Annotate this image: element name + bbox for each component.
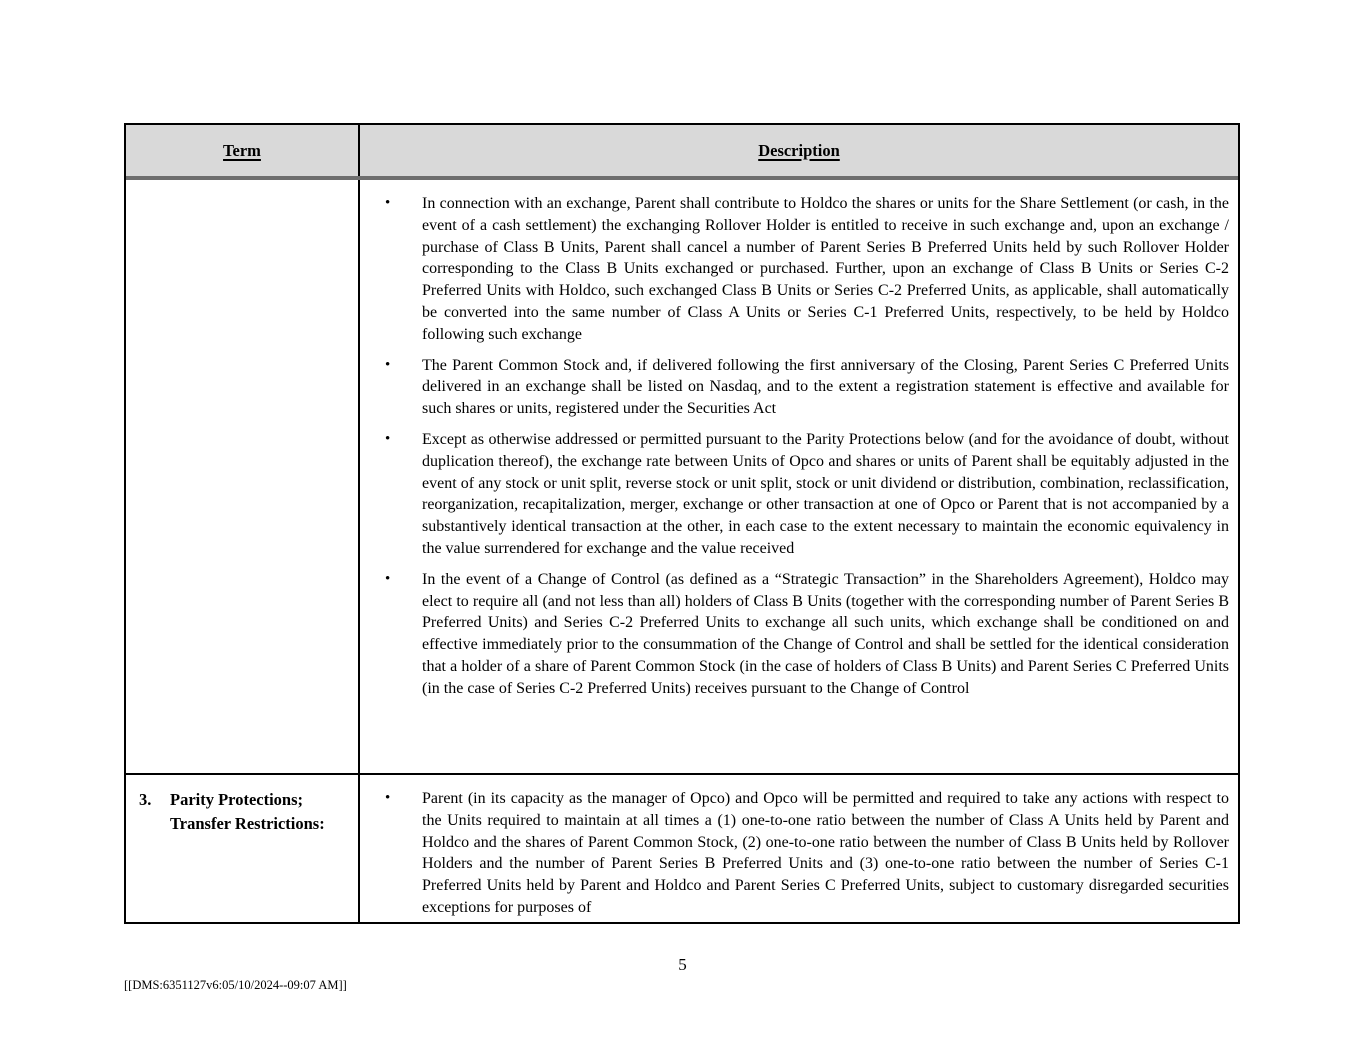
table-header-row [126,125,1238,180]
list-item [385,193,1229,346]
table-row [126,180,1238,775]
term-column-header [126,125,360,176]
list-item [385,569,1229,700]
bullet-icon: • [385,570,391,587]
list-item [385,429,1229,560]
term-cell-empty [126,180,360,773]
description-column-header [360,125,1238,176]
bullet-text: The Parent Common Stock and, if delivered following the first anniversary of the Closing, Parent Series C Preferred Units delivered in an exchange shall be listed on Nasdaq, and to the extent a registration statement is effective and available for such shares or units, registered under the Securities Act [422,356,1229,418]
bullet-text: Except as otherwise addressed or permitted pursuant to the Parity Protections below (and for the avoidance of doubt, without duplication thereof), the exchange rate between Units of Opco and shares or units of Parent shall be equitably adjusted in the event of any stock or unit split, reverse stock or unit split, stock or unit dividend or distribution, combination, reclassification, reorganization, recapitalization, merger, exchange or other transaction at one of Opco or Parent that is not accompanied by a substantively identical transaction at the other, in each case to the extent necessary to maintain the economic equivalency in the value surrendered for exchange and the value received [422,430,1229,557]
bullet-icon: • [385,356,391,373]
term-cell [126,775,360,922]
term-header-label: Term [223,140,261,160]
bullet-text: In the event of a Change of Control (as defined as a “Strategic Transaction” in the Shareholders Agreement), Holdco may elect to require all (and not less than all) holders of Class B Units (together with the corresponding number of Parent Series B Preferred Units) and Series C-2 Preferred Units to exchange all such units, which exchange shall be conditioned on and effective immediately prior to the consummation of the Change of Control and shall be settled for the identical consideration that a holder of a share of Parent Common Stock (in the case of holders of Class B Units) and Parent Series C Preferred Units (in the case of Series C-2 Preferred Units) receives pursuant to the Change of Control [422,570,1229,697]
bullet-icon: • [385,430,391,447]
description-header-label: Description [758,140,840,160]
table-row [126,775,1238,922]
bullet-text: In connection with an exchange, Parent shall contribute to Holdco the shares or units for the Share Settlement (or cash, in the event of a cash settlement) the exchanging Rollover Holder is entitled to receive in such exchange and, upon an exchange / purchase of Class B Units, Parent shall cancel a number of Parent Series B Preferred Units held by such Rollover Holder corresponding to the Class B Units exchanged or purchased. Further, upon an exchange of Class B Units or Series C-2 Preferred Units with Holdco, such exchanged Class B Units or Series C-2 Preferred Units, as applicable, shall automatically be converted into the same number of Class A Units or Series C-1 Preferred Units, respectively, to be held by Holdco following such exchange [422,195,1229,343]
list-item [385,788,1229,919]
description-cell [360,180,1238,773]
page-number: 5 [678,955,687,974]
term-label: Parity Protections; Transfer Restrictions: [170,790,325,833]
bullet-text: Parent (in its capacity as the manager of Opco) and Opco will be permitted and required to take any actions with respect to the Units required to maintain at all times a (1) one-to-one ratio between the number of Class A Units held by Parent and Holdco and the shares of Parent Common Stock, (2) one-to-one ratio between the number of Class B Units held by Rollover Holders and the number of Parent Series B Preferred Units and (3) one-to-one ratio between the number of Series C-1 Preferred Units held by Parent and Holdco and Parent Series C Preferred Units, subject to customary disregarded securities exceptions for purposes of [422,790,1229,916]
list-item [385,355,1229,420]
doc-stamp: [[DMS:6351127v6:05/10/2024--09:07 AM]] [124,978,347,992]
term-entry [139,785,350,836]
term-sheet-table [124,123,1240,924]
description-cell [360,775,1238,922]
bullet-icon: • [385,790,391,806]
term-number: 3. [139,790,152,809]
bullet-icon: • [385,195,391,211]
